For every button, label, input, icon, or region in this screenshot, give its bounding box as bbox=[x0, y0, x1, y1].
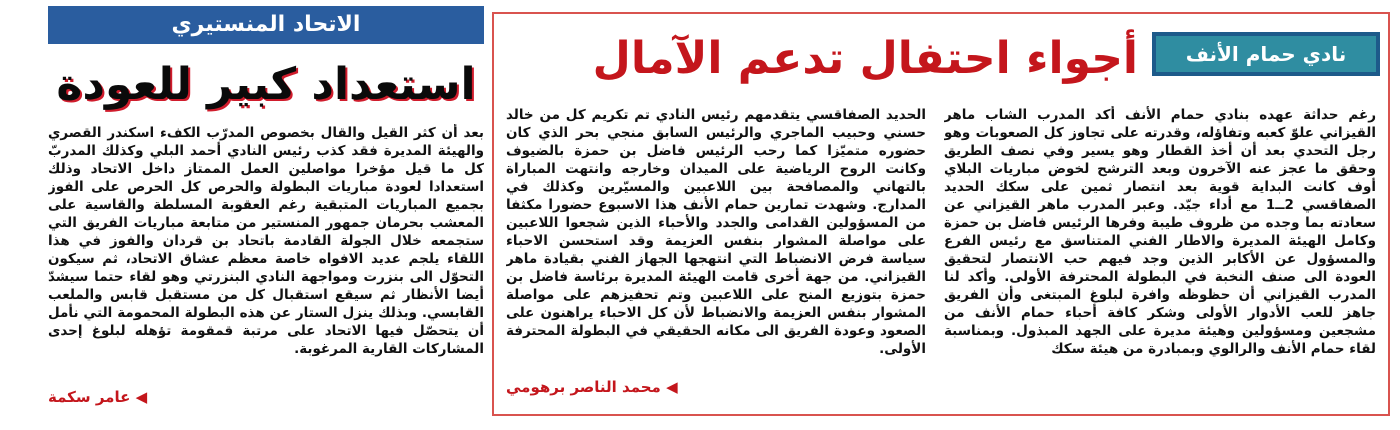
right-column-2 bbox=[506, 106, 926, 376]
right-headline: أجواء احتفال تدعم الآمال bbox=[592, 33, 1138, 84]
right-author: محمد الناصر برهومي bbox=[506, 378, 661, 396]
right-section-label: نادي حمام الأنف bbox=[1156, 36, 1376, 72]
author-marker-icon: ◀ bbox=[666, 378, 678, 396]
right-article bbox=[492, 12, 1390, 416]
right-column-2-text: الحديد الصفاقسي يتقدمهم رئيس النادي تم تكريم كل من خالد حسني وحبيب الماجري والرئيس السابق منجي بحر الذي كان حضوره متميّزا كما رحب الرئيس فاضل بن حمزة بالضيوف وكانت الروح الرياضية على الميدان وخارجه وانتهت المباراة بالتهاني والمصافحة بين اللاعبين والمسيّرين وكذلك في المدارج. وشهدت تمارين حمام الأنف هذا الاسبوع حضورا مكثفا من المسؤولين القدامى والجدد والأحباء الذين شجعوا اللاعبين على مواصلة المشوار بنفس العزيمة وقد استحسن الاحباء سياسة فرض الانضباط التي انتهجها الجهاز الفني بقيادة ماهر القيزاني. من جهة أخرى قامت الهيئة المديرة برئاسة فاضل بن حمزة بتوزيع المنح على اللاعبين وتم تحفيزهم على مواصلة المشوار بنفس العزيمة والانضباط لأن كل الاحباء يراهنون على الصعود وعودة الفريق الى مكانه الحقيقي في البطولة المحترفة الأولى. bbox=[506, 107, 926, 357]
author-marker-icon: ◀ bbox=[135, 388, 148, 406]
right-column-1-text: رغم حداثة عهده بنادي حمام الأنف أكد المدرب الشاب ماهر القيزاني علوّ كعبه وتفاؤله، وقدرته على تجاوز كل الصعوبات وهو رجل التحدي بعد أن أخذ القطار وهو يسير وفي نصف الطريق وحقق ما عجز عنه الآخرون وبعد الترشح لخوض مباريات البلاي أوف كانت البداية قوية بعد انتصار ثمين على سكك الحديد الصفاقسي 2ــ1 مع أداء جيّد. وعبر المدرب ماهر القيزاني عن سعادته بما وجده من ظروف طيبة وفرها الرئيس فاضل بن حمزة وكامل الهيئة المديرة والاطار الفني المتناسق مع رئيس الفرع والمسؤول عن الأكابر الذين وجد فيهم حب الانتصار لتحقيق العودة الى صنف النخبة في البطولة المحترفة الأولى. وأكد لنا المدرب القيزاني أن حظوظه وافرة لبلوغ المبتغى وأن الفريق جاهز للعب الأدوار الأولى وشكر كافة أحباء حمام الأنف من مشجعين ومسؤولين وهيئة مديرة على الجهد المبذول. وبمناسبة لقاء حمام الأنف والرالوي وبمبادرة من هيئة سكك bbox=[944, 107, 1376, 357]
left-headline: استعداد كبير للعودة bbox=[56, 59, 476, 110]
left-body bbox=[48, 124, 484, 380]
right-section-tag bbox=[1152, 32, 1380, 76]
right-author-line bbox=[506, 376, 926, 398]
left-author: عامر سكمة bbox=[48, 388, 131, 406]
left-article bbox=[48, 6, 484, 418]
left-section-tag: الاتحاد المنستيري bbox=[48, 6, 484, 44]
right-column-1 bbox=[944, 106, 1376, 412]
left-body-text: بعد أن كثر القيل والقال بخصوص المدرّب الكفء اسكندر القصري والهيئة المديرة فقد كذب رئيس النادي أحمد البلي وكذلك المدربّ كل ما قيل مؤخرا مواصلين العمل الممتاز داخل الاتحاد وذلك استعدادا لعودة مباريات البطولة والحرص كل الحرص على الفوز بجميع المباريات المتبقية رغم العقوبة المسلطة والقاسية على المعشب بحرمان جمهور المنستير من متابعة مباريات الفريق التي ستجمعه خلال الجولة القادمة باتحاد بن قردان والفوز في هذا اللقاء يلجم عديد الافواه خاصة معظم عشاق الاتحاد، ثم سيكون التحوّل الى بنزرت ومواجهة النادي البنزرتي وهو لقاء حتما سيشدّ أيضا الأنظار ثم سيقع استقبال كل من مستقبل قابس والملعب القابسي. وبذلك ينزل الستار عن هذه البطولة المحمومة التي نأمل أن يتحصّل فيها الاتحاد على مرتبة قمقومة تؤهله لبلوغ إحدى المشاركات القارية المرغوبة. bbox=[48, 125, 484, 357]
left-author-line bbox=[48, 386, 484, 408]
